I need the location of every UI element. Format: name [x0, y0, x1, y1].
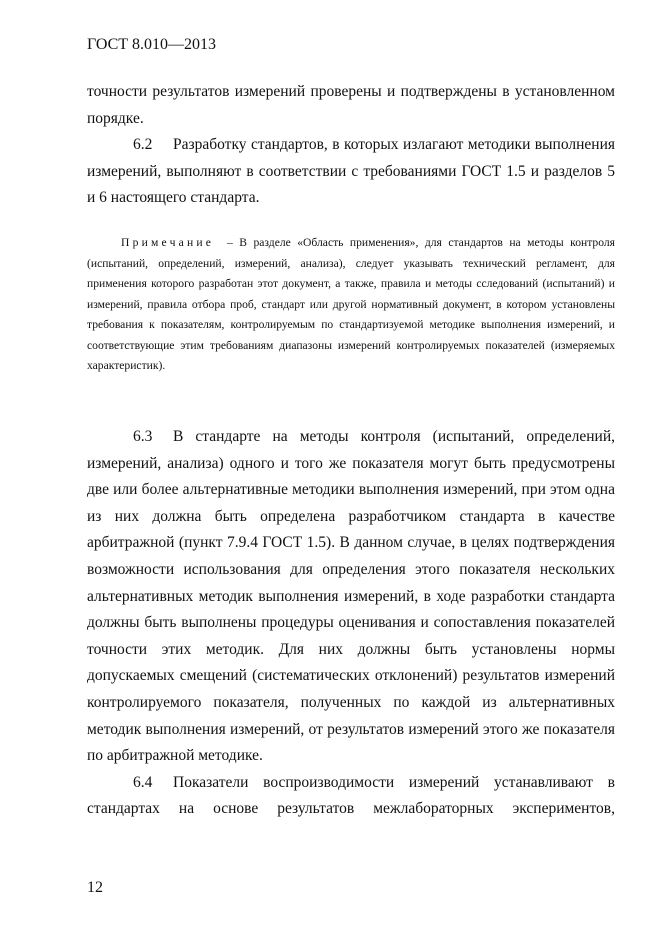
- clause-number-6-3: 6.3: [133, 428, 153, 445]
- paragraph-6-4-text: Показатели воспроизводимости измерений устанавливают в стандартах на основе результатов межлабораторных экспериментов,: [87, 773, 615, 818]
- section-6-text-top: [87, 79, 615, 212]
- paragraph-6-2-text: Разработку стандартов, в которых излагают методики выполнения измерений, выполняют в соответствии с требованиями ГОСТ 1.5 и разделов 5 и 6 настоящего стандарта.: [87, 136, 615, 207]
- paragraph-6-2: [87, 132, 615, 212]
- paragraph-continuation: точности результатов измерений проверены и подтверждены в установленном порядке.: [87, 83, 615, 127]
- clause-number-6-4: 6.4: [133, 773, 153, 791]
- clause-number-6-2: 6.2: [133, 136, 153, 154]
- paragraph-6-4: [87, 770, 615, 823]
- section-6-text-bottom: [87, 424, 615, 823]
- note-text: – В разделе «Область применения», для стандартов на методы контроля (испытаний, определений, измерений, анализа), следует указывать технический регламент, для применения которого разработан этот документ, а также, правила и методы сследований (испытаний) и измерений, правила отбора проб, стандарт или другой нормативный документ, в котором установлены требования к показателям, контролируемым по стандартизуемой методике выполнения измерений, и соответствующие этим требованиям диапазоны измерений контролируемых показателей (измеряемых характеристик).: [87, 236, 615, 372]
- paragraph-6-3-text: В стандарте на методы контроля (испытаний, определений, измерений, анализа) одного и того же показателя могут быть предусмотрены две или более альтернативные методики выполнения измерений, при этом одна из них должна быть определена разработчиком стандарта в качестве арбитражной (пункт 7.9.4 ГОСТ 1.5). В данном случае, в целях подтверждения возможности использования для определения этого показателя нескольких альтернативных методик выполнения измерений, в ходе разработки стандарта должны быть выполнены процедуры оценивания и сопоставления показателей точности этих методик. Для них должны быть установлены нормы допускаемых смещений (систематических отклонений) результатов измерений контролируемого показателя, полученных по каждой из альтернативных методик выполнения измерений, от результатов измерений этого же показателя по арбитражной методике.: [87, 428, 615, 765]
- note-label: Примечание: [121, 236, 215, 249]
- document-header: ГОСТ 8.010—2013: [87, 36, 217, 53]
- paragraph-6-3: [87, 424, 615, 770]
- note-block: [87, 233, 615, 377]
- page-number: 12: [87, 879, 103, 896]
